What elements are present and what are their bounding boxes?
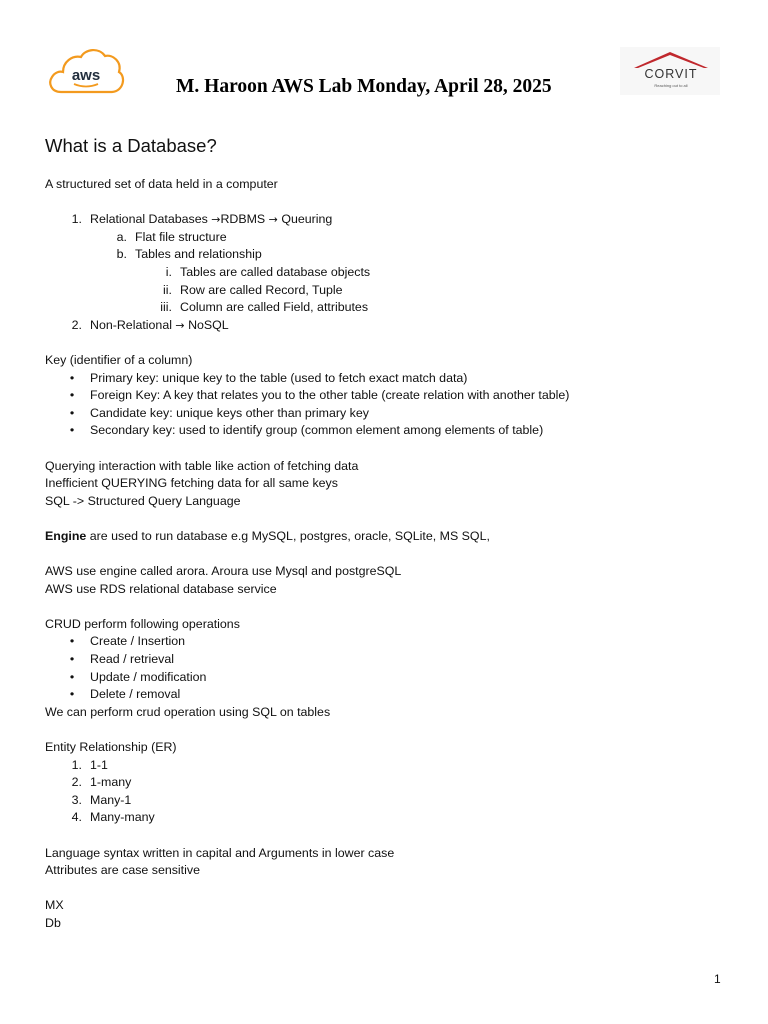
aws-logo [47, 45, 125, 97]
list-item: • Delete / removal [45, 686, 735, 704]
list-marker: 2. [71, 775, 82, 790]
db-type-subitem-i: i. Tables are called database objects [45, 264, 735, 282]
db-type-item-2: 2. Non-Relational → NoSQL [45, 317, 735, 335]
list-item: • Update / modification [45, 669, 735, 687]
querying-line: Inefficient QUERYING fetching data for all same keys [45, 476, 338, 491]
list-marker: i. [165, 264, 172, 279]
arrow-right-icon: → [211, 213, 221, 227]
list-marker: iii. [160, 300, 172, 315]
list-marker: ii. [163, 282, 172, 297]
list-item: 4. Many-many [45, 809, 735, 827]
arrow-right-icon: → [175, 318, 185, 332]
bullet-icon: • [69, 388, 75, 403]
db-type-subitem-a: a. Flat file structure [45, 229, 735, 247]
querying-line: Querying interaction with table like action of fetching data [45, 458, 359, 473]
crud-outro: We can perform crud operation using SQL on tables [45, 704, 331, 719]
db-type-subitem-iii: iii. Column are called Field, attributes [45, 299, 735, 317]
list-marker: 3. [71, 792, 82, 807]
list-item: • Secondary key: used to identify group (common element among elements of table) [45, 422, 735, 440]
querying-line: SQL -> Structured Query Language [45, 493, 241, 508]
corvit-roof-icon [620, 47, 720, 95]
list-item: • Foreign Key: A key that relates you to the other table (create relation with another table) [45, 387, 735, 405]
syntax-line: Attributes are case sensitive [45, 863, 200, 878]
aws-line: AWS use engine called arora. Aroura use Mysql and postgreSQL [45, 564, 402, 579]
db-type-subitem-ii: ii. Row are called Record, Tuple [45, 282, 735, 300]
tail-line: Db [45, 915, 61, 930]
section-heading: What is a Database? [45, 135, 217, 156]
intro-text: A structured set of data held in a computer [45, 177, 278, 191]
aws-logo-text: aws [71, 67, 101, 84]
bullet-icon: • [69, 687, 75, 702]
list-marker: a. [116, 229, 127, 244]
bullet-icon: • [69, 370, 75, 385]
list-marker: 1. [71, 757, 82, 772]
list-item: 1. 1-1 [45, 757, 735, 775]
list-item: • Read / retrieval [45, 651, 735, 669]
aws-line: AWS use RDS relational database service [45, 581, 277, 596]
syntax-line: Language syntax written in capital and Arguments in lower case [45, 845, 395, 860]
bullet-icon: • [69, 405, 75, 420]
page-title: M. Haroon AWS Lab Monday, April 28, 2025 [176, 76, 552, 97]
tail-line: MX [45, 898, 64, 913]
list-item: • Create / Insertion [45, 633, 735, 651]
db-type-subitem-b: b. Tables and relationship [45, 246, 735, 264]
keys-intro: Key (identifier of a column) [45, 352, 193, 367]
list-marker: 1. [71, 212, 82, 227]
er-intro: Entity Relationship (ER) [45, 740, 177, 754]
corvit-tagline: Reaching out to all [654, 83, 688, 88]
bullet-icon: • [69, 669, 75, 684]
corvit-logo [620, 47, 720, 95]
aws-cloud-icon [47, 45, 125, 97]
list-marker: 4. [71, 810, 82, 825]
db-type-item-1: 1. Relational Databases →RDBMS → Queuring [45, 211, 735, 229]
crud-intro: CRUD perform following operations [45, 616, 240, 631]
list-item: 3. Many-1 [45, 792, 735, 810]
list-item: • Primary key: unique key to the table (used to fetch exact match data) [45, 370, 735, 388]
list-item: 2. 1-many [45, 774, 735, 792]
page-number: 1 [714, 972, 721, 986]
bullet-icon: • [69, 423, 75, 438]
engine-line: Engine are used to run database e.g MySQL, postgres, oracle, SQLite, MS SQL, [45, 528, 490, 543]
list-marker: 2. [71, 317, 82, 332]
bullet-icon: • [69, 652, 75, 667]
bullet-icon: • [69, 634, 75, 649]
arrow-right-icon: → [268, 213, 278, 227]
list-item: • Candidate key: unique keys other than primary key [45, 405, 735, 423]
corvit-logo-text: CORVIT [644, 67, 698, 81]
document-body [45, 134, 735, 933]
list-marker: b. [116, 247, 127, 262]
